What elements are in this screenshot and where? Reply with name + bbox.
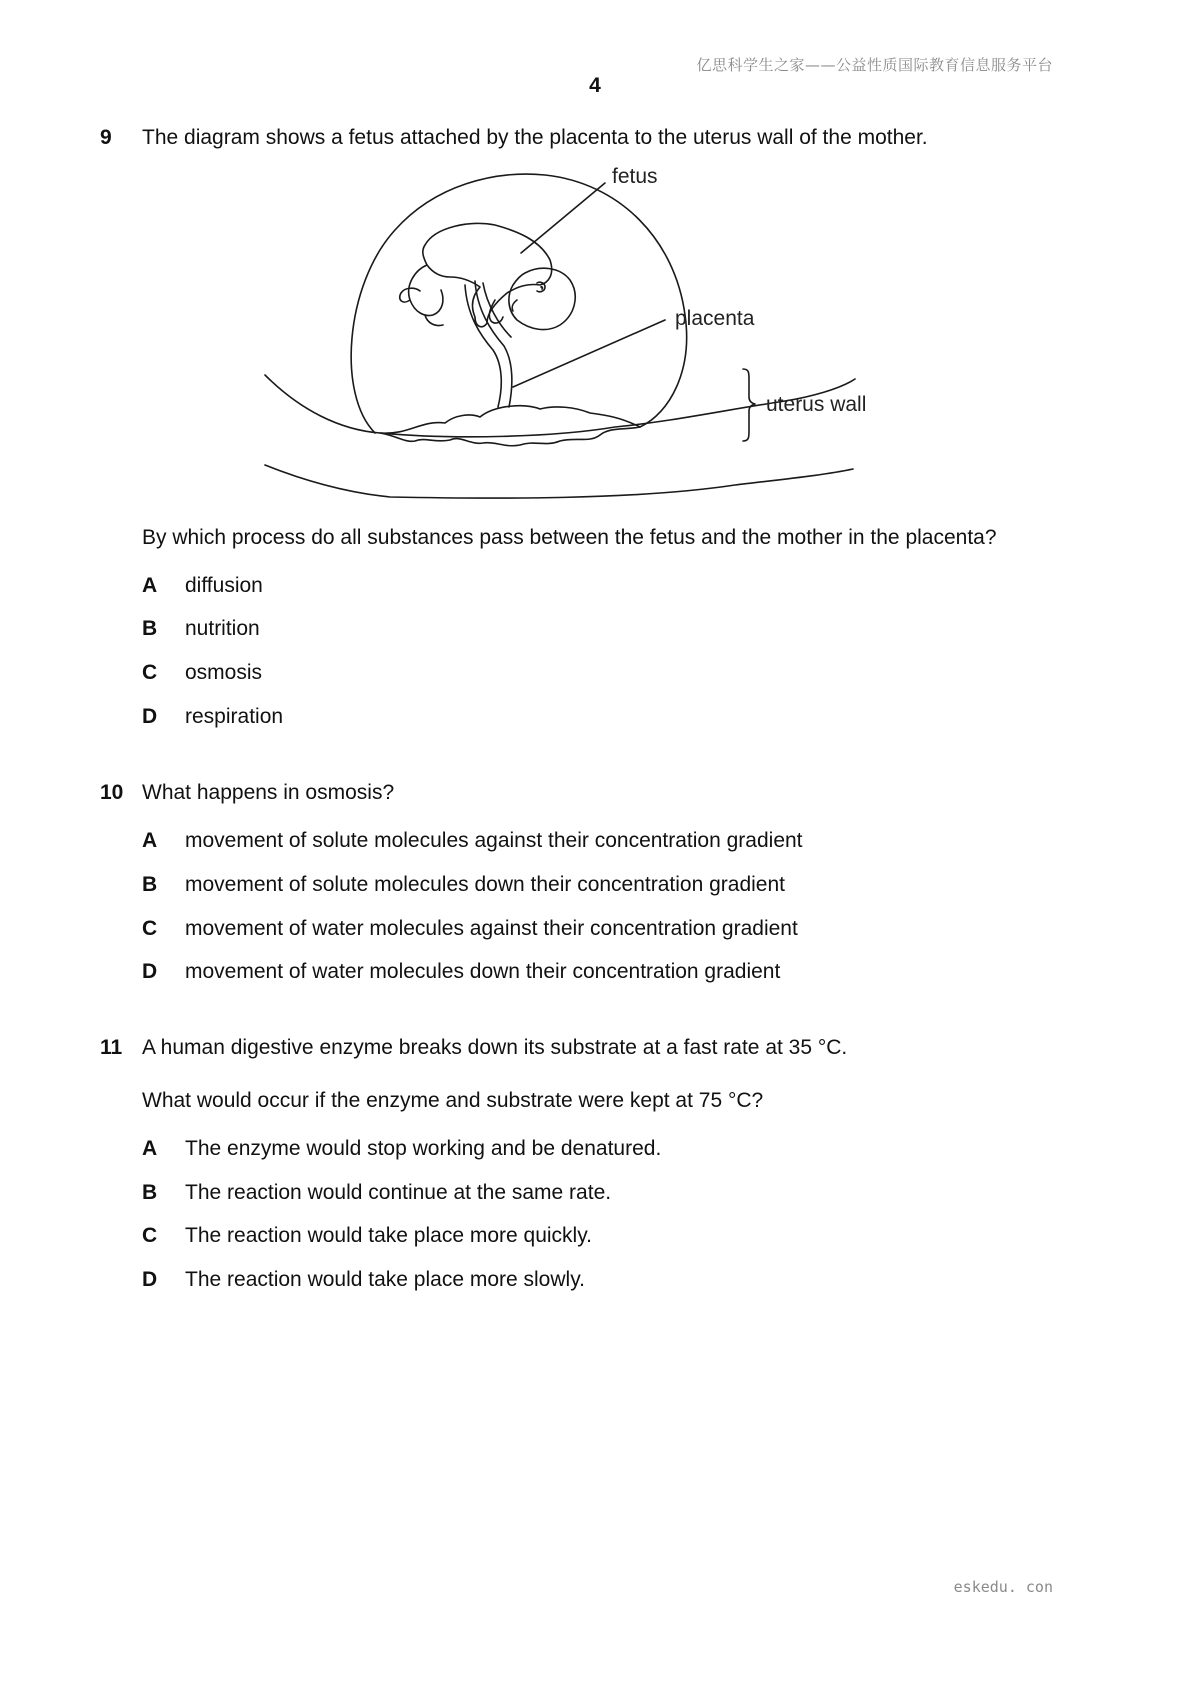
- question-prompt: By which process do all substances pass between the fetus and the mother in the placenta?: [142, 526, 997, 549]
- option-a[interactable]: [142, 1137, 661, 1161]
- question-number: 9: [100, 126, 112, 149]
- option-letter: A: [142, 574, 158, 597]
- option-text: movement of water molecules down their concentration gradient: [185, 960, 781, 983]
- uterus-wall-brace: [743, 369, 755, 441]
- option-d[interactable]: [142, 1268, 585, 1292]
- option-text: nutrition: [185, 617, 260, 640]
- question-number: 11: [100, 1036, 123, 1059]
- option-b[interactable]: [142, 617, 260, 641]
- question-text: The diagram shows a fetus attached by the placenta to the uterus wall of the mother.: [142, 126, 928, 149]
- option-letter: B: [142, 873, 158, 896]
- option-text: movement of solute molecules against their concentration gradient: [185, 829, 803, 852]
- option-c[interactable]: [142, 917, 798, 941]
- option-a[interactable]: [142, 574, 263, 598]
- option-letter: B: [142, 1181, 158, 1204]
- question-text: What happens in osmosis?: [142, 781, 395, 804]
- option-text: The reaction would continue at the same rate.: [185, 1181, 612, 1204]
- option-text: The enzyme would stop working and be denatured.: [185, 1137, 662, 1160]
- question-text: A human digestive enzyme breaks down its substrate at a fast rate at 35 °C.: [142, 1036, 848, 1059]
- option-letter: D: [142, 960, 158, 983]
- option-letter: A: [142, 829, 158, 852]
- option-text: The reaction would take place more slowly.: [185, 1268, 585, 1291]
- footer-site: eskedu. con: [953, 1578, 1053, 1596]
- option-text: osmosis: [185, 661, 263, 684]
- fetus-leader-line: [521, 183, 605, 253]
- uterus-wall-label: uterus wall: [766, 393, 867, 416]
- option-letter: A: [142, 1137, 158, 1160]
- fetus-label: fetus: [612, 165, 658, 188]
- option-b[interactable]: [142, 1181, 611, 1205]
- option-letter: B: [142, 617, 158, 640]
- option-d[interactable]: [142, 705, 283, 729]
- option-c[interactable]: [142, 1224, 592, 1248]
- fetus-legs: [409, 265, 443, 315]
- fetus-placenta-diagram: [255, 165, 955, 505]
- placenta: [380, 406, 640, 446]
- fetus-head: [509, 268, 575, 329]
- option-a[interactable]: [142, 829, 803, 853]
- placenta-label: placenta: [675, 307, 755, 330]
- placenta-leader-line: [513, 320, 665, 387]
- option-text: movement of water molecules against their concentration gradient: [185, 917, 798, 940]
- page-number: 4: [589, 74, 601, 97]
- option-text: diffusion: [185, 574, 263, 597]
- option-letter: C: [142, 917, 158, 940]
- option-letter: C: [142, 1224, 158, 1247]
- option-text: movement of solute molecules down their concentration gradient: [185, 873, 785, 896]
- option-c[interactable]: [142, 661, 262, 685]
- option-text: respiration: [185, 705, 284, 728]
- question-number: 10: [100, 781, 124, 804]
- amniotic-sac: [351, 174, 686, 433]
- option-letter: C: [142, 661, 158, 684]
- option-b[interactable]: [142, 873, 785, 897]
- option-letter: D: [142, 705, 158, 728]
- option-letter: D: [142, 1268, 158, 1291]
- uterus-wall-lower: [265, 465, 853, 498]
- header-watermark: 亿思科学生之家——公益性质国际教育信息服务平台: [696, 56, 1053, 74]
- option-d[interactable]: [142, 960, 780, 984]
- option-text: The reaction would take place more quickly.: [185, 1224, 592, 1247]
- question-prompt: What would occur if the enzyme and substrate were kept at 75 °C?: [142, 1089, 764, 1112]
- fetus-body: [423, 223, 552, 326]
